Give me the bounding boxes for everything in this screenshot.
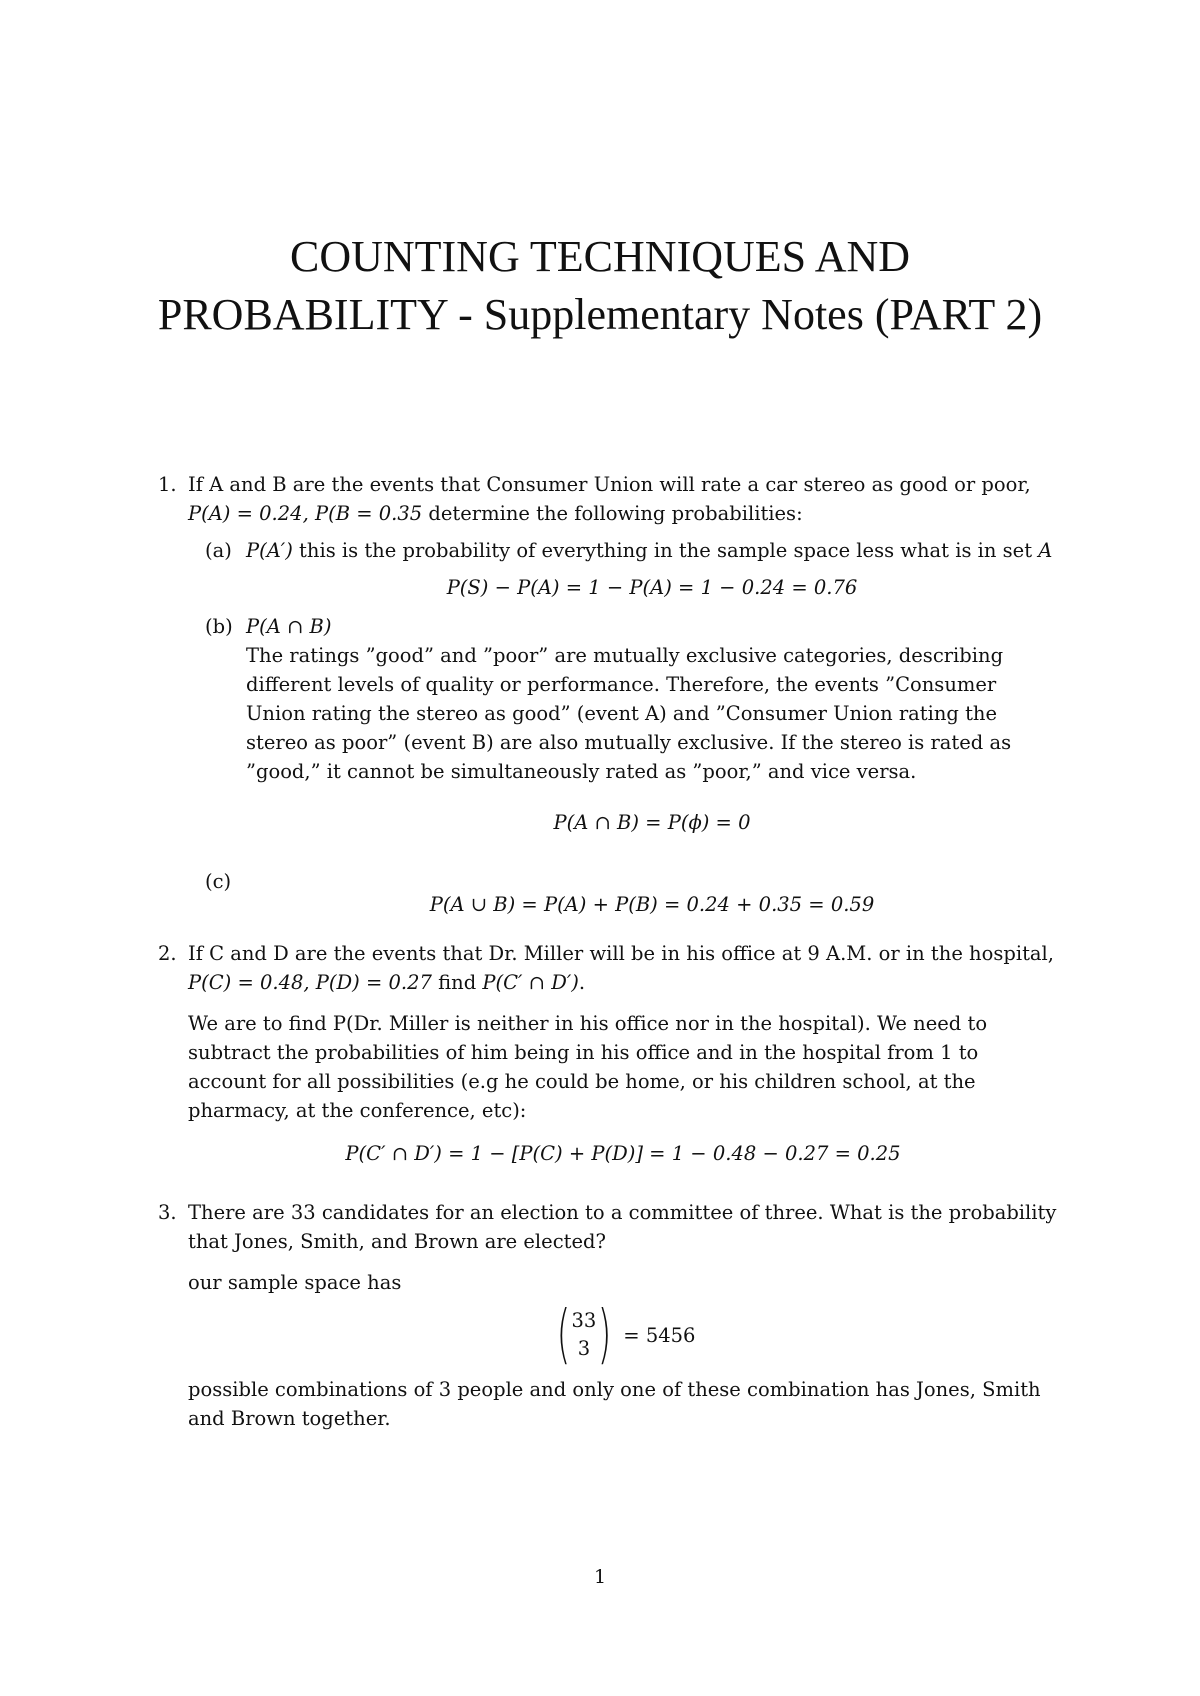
question-text — [188, 470, 1058, 528]
subquestion-body: The ratings ”good” and ”poor” are mutually exclusive categories, describing different levels of quality or performance. Therefore, the events ”Consumer Union rating the stereo as good” (event A) and ”Consumer Union rating the stereo as poor” (event B) are also mutually exclusive. If the stereo is rated as ”good,” it cannot be simultaneously rated as ”poor,” and vice versa. — [246, 644, 1012, 783]
subquestion-text — [246, 536, 1058, 565]
question-text-part: determine the following probabilities: — [422, 502, 803, 525]
binomial-bottom: 3 — [577, 1337, 591, 1360]
target-probability: P(C′ ∩ D′) — [482, 971, 579, 994]
question-text: There are 33 candidates for an election to a committee of three. What is the probability that Jones, Smith, and Brown are elected? — [188, 1201, 1057, 1253]
subquestion-head: P(A′) — [246, 539, 293, 562]
set-name: A — [1038, 539, 1053, 562]
equation-text: P(S) − P(A) = 1 − P(A) = 1 − 0.24 = 0.76 — [446, 576, 858, 599]
page-number: 1 — [593, 1566, 607, 1588]
equation — [246, 573, 1058, 602]
binomial-result: = 5456 — [623, 1323, 696, 1347]
question-1 — [158, 470, 1058, 919]
subquestion-body: this is the probability of everything in the sample space less what is in set — [292, 539, 1039, 562]
question-text — [188, 939, 1058, 997]
title-line-1: COUNTING TECHNIQUES AND — [289, 232, 911, 281]
question-2 — [158, 939, 1058, 1168]
subquestion-label: (a) — [205, 539, 232, 562]
title-line-2: PROBABILITY - Supplementary Notes (PART 2) — [157, 290, 1043, 339]
answer-text: We are to find P(Dr. Miller is neither in his office nor in the hospital). We need to subtract the probabilities of him being in his office and in the hospital from 1 to account for all possibilities (e.g he could be home, or his children school, at the pharmacy, at the conference, etc): — [188, 1012, 988, 1122]
subquestion-label: (c) — [205, 870, 232, 893]
equation — [246, 890, 1058, 919]
document-title — [100, 228, 1100, 344]
equation-text: P(A ∩ B) = P(ϕ) = 0 — [553, 811, 751, 834]
document-body — [158, 470, 1058, 1453]
given-probabilities: P(C) = 0.48, P(D) = 0.27 — [188, 971, 432, 994]
subquestion-b — [188, 612, 1058, 837]
question-3 — [158, 1198, 1058, 1433]
question-text-part: find — [431, 971, 483, 994]
equation-text: P(C′ ∩ D′) = 1 − [P(C) + P(D)] = 1 − 0.48 − 0.27 = 0.25 — [345, 1142, 901, 1165]
question-text-part: . — [578, 971, 586, 994]
answer-text: possible combinations of 3 people and only one of these combination has Jones, Smith and Brown together. — [188, 1378, 1041, 1430]
equation — [246, 808, 1058, 837]
answer-text: our sample space has — [188, 1271, 402, 1294]
equation-text: P(A ∪ B) = P(A) + P(B) = 0.24 + 0.35 = 0.59 — [429, 893, 875, 916]
question-text-part: If C and D are the events that Dr. Miller will be in his office at 9 A.M. or in the hospital, — [188, 942, 1054, 965]
question-number: 3. — [158, 1201, 177, 1224]
binomial-equation — [188, 1298, 1058, 1372]
binomial-top: 33 — [571, 1309, 597, 1332]
question-number: 2. — [158, 942, 177, 965]
question-text-part: If A and B are the events that Consumer Union will rate a car stereo as good or poor, — [188, 473, 1031, 496]
binomial-coefficient: ( 33 3 ) — [556, 1298, 612, 1372]
equation — [188, 1139, 1058, 1168]
question-number: 1. — [158, 473, 177, 496]
given-probabilities: P(A) = 0.24, P(B = 0.35 — [188, 502, 423, 525]
subquestion-c — [188, 867, 1058, 919]
subquestion-a — [188, 536, 1058, 602]
subquestion-head — [246, 612, 1058, 641]
subquestion-head-text: P(A ∩ B) — [246, 615, 332, 638]
subquestion-label: (b) — [205, 615, 233, 638]
